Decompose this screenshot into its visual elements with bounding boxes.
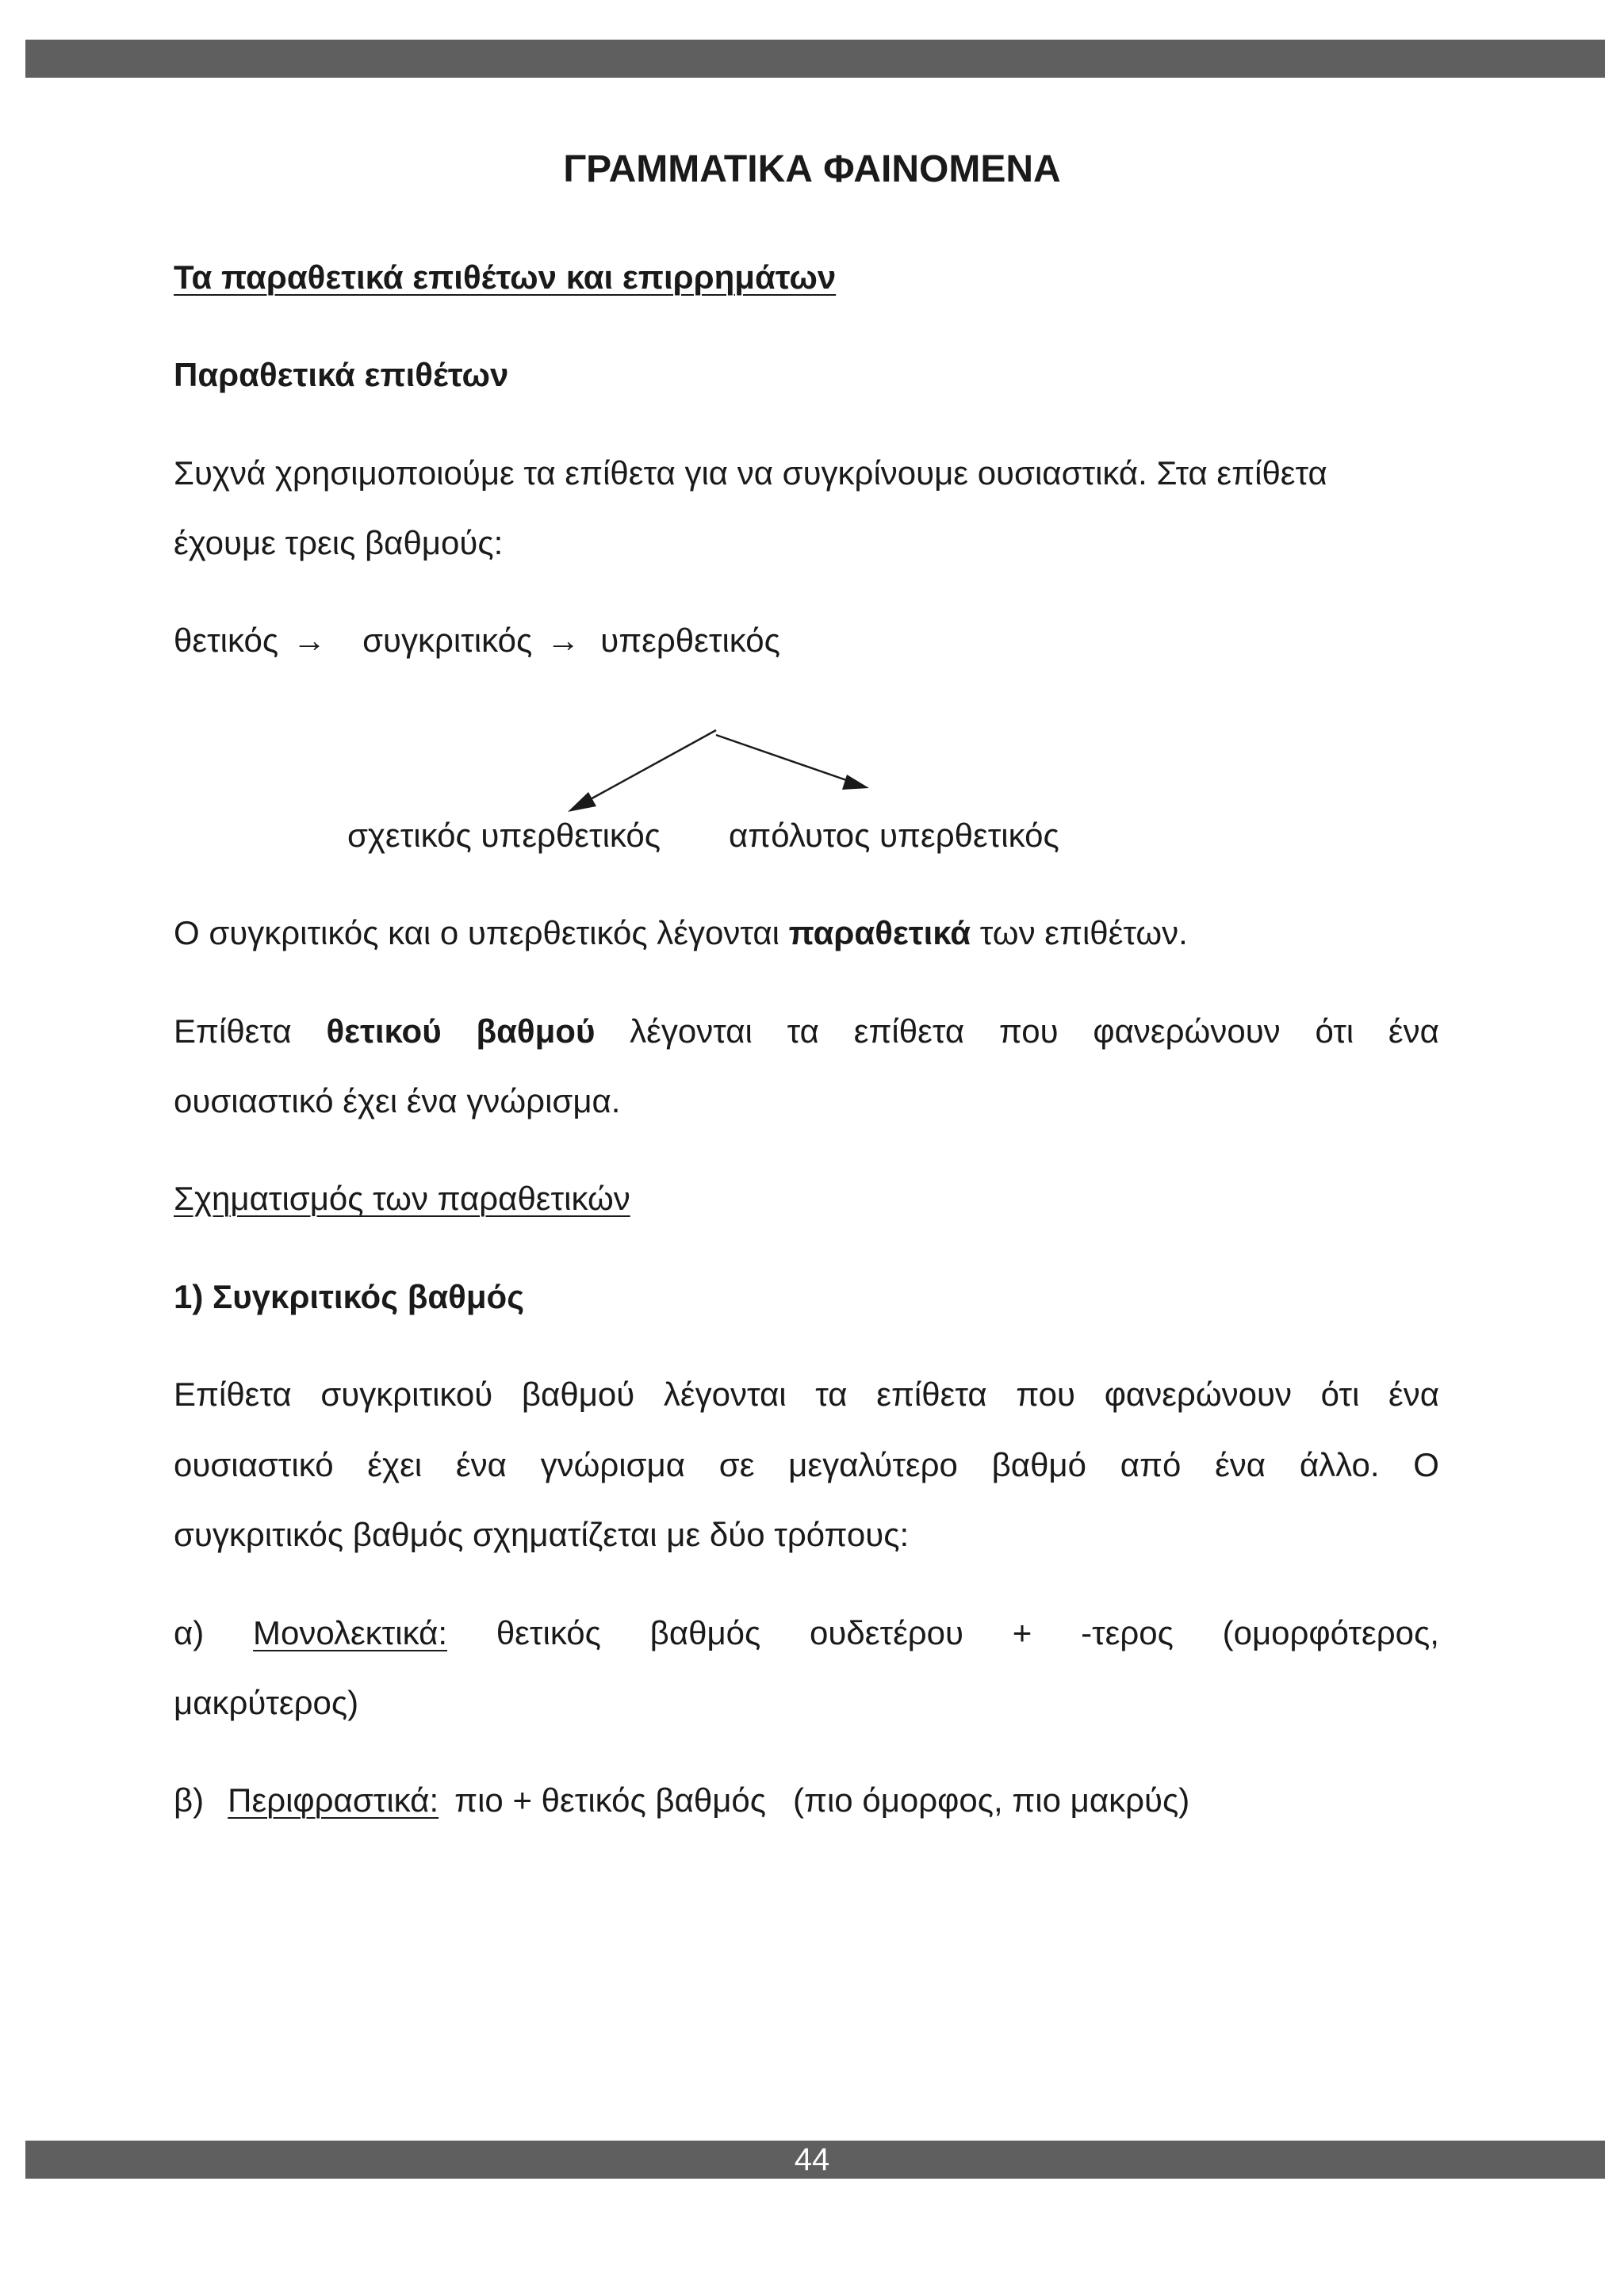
word: Ο <box>1413 1446 1439 1483</box>
comparative-heading: 1) Συγκριτικός βαθμός <box>174 1278 525 1315</box>
relative-superlative-label: σχετικός υπερθετικός <box>347 817 661 854</box>
p1-text-after: των επιθέτων. <box>979 914 1188 951</box>
degree-superlative: υπερθετικός <box>600 622 780 659</box>
absolute-superlative-label: απόλυτος υπερθετικός <box>729 817 1059 854</box>
paragraph-comparative-line-3: συγκριτικός βαθμός σχηματίζεται με δύο τρόπους: <box>174 1516 910 1553</box>
item-a-line-1 <box>174 1609 1439 1657</box>
word: βαθμού <box>521 1376 635 1413</box>
word: Επίθετα <box>174 1012 292 1050</box>
word: βαθμό <box>991 1446 1086 1483</box>
word: επίθετα <box>853 1012 965 1050</box>
word: ένα <box>1215 1446 1266 1483</box>
branch-arrowhead-left <box>568 792 596 812</box>
right-arrow-icon: → <box>546 622 580 659</box>
branch-arrowhead-right <box>842 775 869 790</box>
word: ότι <box>1315 1012 1354 1050</box>
word: + <box>1012 1614 1032 1651</box>
word: ουσιαστικό <box>174 1446 334 1483</box>
intro-line-1: Συχνά χρησιμοποιούμε τα επίθετα για να συγκρίνουμε ουσιαστικά. Στα επίθετα <box>174 454 1327 492</box>
paragraph-positive-line-1 <box>174 1008 1439 1055</box>
branch-line-right <box>716 735 853 783</box>
word: από <box>1120 1446 1182 1483</box>
page-title: ΓΡΑΜΜΑΤΙΚΑ ΦΑΙΝΟΜΕΝΑ <box>563 148 1061 190</box>
word: ένα <box>455 1446 507 1483</box>
right-arrow-icon: → <box>293 622 327 659</box>
word: μεγαλύτερο <box>788 1446 958 1483</box>
word: έχει <box>367 1446 423 1483</box>
degree-positive: θετικός <box>174 622 279 659</box>
word: ότι <box>1320 1376 1360 1413</box>
degree-comparative: συγκριτικός <box>362 622 533 659</box>
word: ένα <box>1388 1012 1439 1050</box>
item-a-marker: α) <box>174 1614 205 1651</box>
item-b-examples: (πιο όμορφος, πιο μακρύς) <box>793 1781 1190 1819</box>
item-b-line <box>174 1777 1189 1824</box>
item-a-line-2: μακρύτερος) <box>174 1684 359 1721</box>
word-bold: βαθμού <box>476 1012 596 1050</box>
subheading-adjectives: Παραθετικά επιθέτων <box>174 356 509 393</box>
intro-line-2: έχουμε τρεις βαθμούς: <box>174 524 504 561</box>
word: -τερος <box>1081 1614 1174 1651</box>
word: Επίθετα <box>174 1376 292 1413</box>
page-number: 44 <box>794 2142 830 2177</box>
word: άλλο. <box>1299 1446 1380 1483</box>
word: θετικός <box>496 1614 601 1651</box>
word: φανερώνουν <box>1093 1012 1281 1050</box>
word: τα <box>815 1376 848 1413</box>
word: ουδετέρου <box>810 1614 964 1651</box>
item-a-label: Μονολεκτικά: <box>253 1614 448 1651</box>
paragraph-comparative-line-2 <box>174 1441 1439 1489</box>
word: συγκριτικού <box>320 1376 493 1413</box>
word: γνώρισμα <box>540 1446 686 1483</box>
item-b-marker: β) <box>174 1781 205 1819</box>
item-b-text: πιο + θετικός βαθμός <box>454 1781 767 1819</box>
section-heading: Τα παραθετικά επιθέτων και επιρρημάτων <box>174 258 837 296</box>
p1-text-before: Ο συγκριτικός και ο υπερθετικός λέγονται <box>174 914 779 951</box>
word: που <box>1016 1376 1076 1413</box>
word: (ομορφότερος, <box>1222 1614 1439 1651</box>
word: σε <box>718 1446 755 1483</box>
word: τα <box>787 1012 819 1050</box>
paragraph-comparative-superlative <box>174 909 1188 957</box>
word: ένα <box>1388 1376 1439 1413</box>
word: λέγονται <box>630 1012 753 1050</box>
branch-line-left <box>580 730 716 805</box>
word: που <box>998 1012 1059 1050</box>
word: επίθετα <box>876 1376 987 1413</box>
word: φανερώνουν <box>1104 1376 1292 1413</box>
p1-bold-term: παραθετικά <box>788 914 971 951</box>
word: βαθμός <box>649 1614 761 1651</box>
paragraph-comparative-line-1 <box>174 1371 1439 1418</box>
word-bold: θετικού <box>326 1012 442 1050</box>
formation-heading: Σχηματισμός των παραθετικών <box>174 1180 630 1217</box>
item-b-label: Περιφραστικά: <box>228 1781 439 1819</box>
paragraph-positive-line-2: ουσιαστικό έχει ένα γνώρισμα. <box>174 1082 621 1119</box>
word: λέγονται <box>663 1376 787 1413</box>
